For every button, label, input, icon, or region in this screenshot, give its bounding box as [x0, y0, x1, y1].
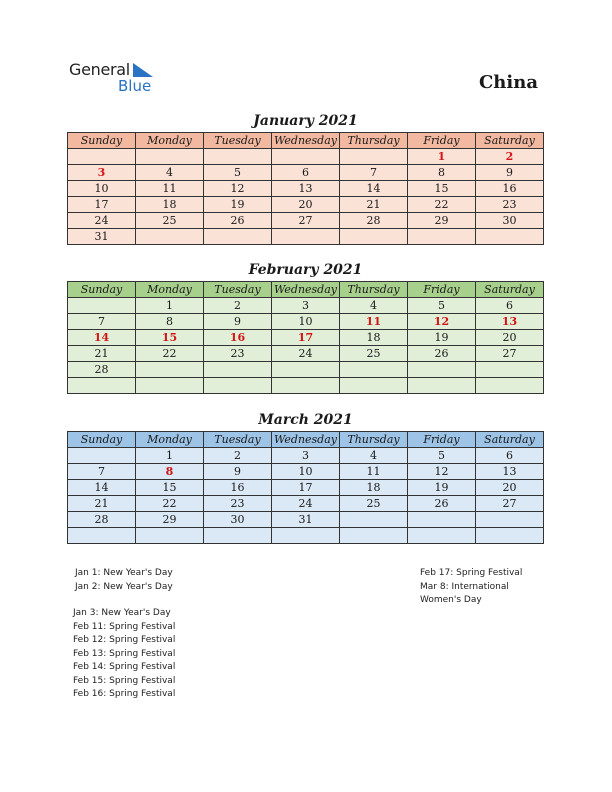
holiday-note: Jan 3: New Year's Day: [73, 608, 171, 618]
day-cell: 10: [68, 181, 136, 197]
day-cell: 12: [204, 181, 272, 197]
day-cell: 11: [340, 464, 408, 480]
day-cell: [136, 378, 204, 394]
day-cell: 27: [476, 496, 544, 512]
week-row: [68, 496, 544, 512]
week-row: [68, 165, 544, 181]
week-row: [68, 149, 544, 165]
day-cell: 5: [408, 448, 476, 464]
day-cell: 4: [136, 165, 204, 181]
day-cell: 20: [476, 330, 544, 346]
day-cell: [68, 378, 136, 394]
weekday-header: Monday: [136, 432, 204, 448]
day-cell: 18: [136, 197, 204, 213]
weekday-header: Saturday: [476, 133, 544, 149]
week-row: [68, 480, 544, 496]
day-cell: 5: [408, 298, 476, 314]
day-cell: [68, 528, 136, 544]
weekday-header: Friday: [408, 282, 476, 298]
day-cell: 8: [136, 464, 204, 480]
logo-text-general: General: [69, 60, 130, 79]
month-february: [67, 261, 544, 394]
day-cell: [204, 528, 272, 544]
general-blue-logo: [69, 60, 169, 100]
day-cell: [476, 229, 544, 245]
day-cell: 28: [68, 362, 136, 378]
day-cell: [204, 229, 272, 245]
day-cell: [408, 378, 476, 394]
day-cell: 6: [476, 448, 544, 464]
day-cell: 23: [476, 197, 544, 213]
day-cell: 3: [68, 165, 136, 181]
weekday-header: Sunday: [68, 282, 136, 298]
weekday-header: Thursday: [340, 432, 408, 448]
day-cell: 25: [136, 213, 204, 229]
day-cell: 4: [340, 298, 408, 314]
day-cell: [476, 362, 544, 378]
day-cell: 19: [408, 330, 476, 346]
day-cell: 5: [204, 165, 272, 181]
day-cell: [204, 149, 272, 165]
day-cell: 29: [136, 512, 204, 528]
day-cell: 28: [68, 512, 136, 528]
day-cell: 20: [476, 480, 544, 496]
holiday-notes-right: [420, 567, 522, 608]
calendar-table: [67, 132, 544, 245]
day-cell: 2: [204, 448, 272, 464]
day-cell: 11: [136, 181, 204, 197]
day-cell: 8: [408, 165, 476, 181]
day-cell: [272, 149, 340, 165]
country-title: China: [478, 72, 538, 93]
day-cell: 10: [272, 464, 340, 480]
day-cell: 27: [272, 213, 340, 229]
month-march: [67, 411, 544, 544]
day-cell: 7: [68, 314, 136, 330]
day-cell: 3: [272, 448, 340, 464]
day-cell: 24: [68, 213, 136, 229]
day-cell: [272, 378, 340, 394]
week-row: [68, 378, 544, 394]
week-row: [68, 314, 544, 330]
weekday-header-row: [68, 432, 544, 448]
day-cell: 2: [476, 149, 544, 165]
day-cell: 26: [204, 213, 272, 229]
day-cell: 9: [476, 165, 544, 181]
weekday-header: Monday: [136, 282, 204, 298]
day-cell: [408, 362, 476, 378]
logo-triangle-icon: [133, 63, 153, 77]
day-cell: [340, 149, 408, 165]
day-cell: 25: [340, 346, 408, 362]
day-cell: 6: [272, 165, 340, 181]
week-row: [68, 330, 544, 346]
holiday-notes-left-top: [75, 567, 173, 594]
weekday-header: Sunday: [68, 133, 136, 149]
day-cell: [68, 448, 136, 464]
day-cell: 1: [408, 149, 476, 165]
day-cell: [136, 229, 204, 245]
day-cell: 22: [408, 197, 476, 213]
day-cell: 2: [204, 298, 272, 314]
week-row: [68, 229, 544, 245]
day-cell: 12: [408, 464, 476, 480]
day-cell: 9: [204, 314, 272, 330]
holiday-note: Jan 2: New Year's Day: [75, 581, 173, 592]
week-row: [68, 346, 544, 362]
weekday-header: Saturday: [476, 282, 544, 298]
day-cell: 19: [204, 197, 272, 213]
day-cell: 23: [204, 496, 272, 512]
weekday-header-row: [68, 133, 544, 149]
week-row: [68, 181, 544, 197]
day-cell: 9: [204, 464, 272, 480]
weekday-header: Thursday: [340, 282, 408, 298]
week-row: [68, 197, 544, 213]
day-cell: [408, 229, 476, 245]
day-cell: 15: [136, 330, 204, 346]
day-cell: [136, 362, 204, 378]
weekday-header: Saturday: [476, 432, 544, 448]
week-row: [68, 448, 544, 464]
day-cell: 24: [272, 346, 340, 362]
day-cell: 12: [408, 314, 476, 330]
holiday-notes-left: [73, 607, 175, 702]
day-cell: 18: [340, 480, 408, 496]
day-cell: 26: [408, 346, 476, 362]
month-title: January 2021: [253, 113, 358, 129]
weekday-header: Monday: [136, 133, 204, 149]
day-cell: 16: [204, 330, 272, 346]
holiday-note: Feb 15: Spring Festival: [73, 675, 176, 686]
holiday-note: Women's Day: [420, 595, 482, 605]
holiday-note: Feb 14: Spring Festival: [73, 662, 176, 672]
day-cell: 13: [476, 464, 544, 480]
day-cell: 21: [340, 197, 408, 213]
day-cell: 17: [272, 330, 340, 346]
day-cell: 13: [272, 181, 340, 197]
holiday-note: Mar 8: International: [420, 581, 509, 592]
day-cell: 31: [68, 229, 136, 245]
weekday-header: Wednesday: [272, 432, 340, 448]
day-cell: 16: [204, 480, 272, 496]
day-cell: [272, 528, 340, 544]
day-cell: [340, 229, 408, 245]
day-cell: 22: [136, 346, 204, 362]
day-cell: 20: [272, 197, 340, 213]
day-cell: 28: [340, 213, 408, 229]
day-cell: [136, 528, 204, 544]
day-cell: [272, 362, 340, 378]
day-cell: [408, 528, 476, 544]
month-title: March 2021: [258, 412, 353, 428]
day-cell: [340, 512, 408, 528]
day-cell: 6: [476, 298, 544, 314]
week-row: [68, 298, 544, 314]
weekday-header: Wednesday: [272, 133, 340, 149]
day-cell: 29: [408, 213, 476, 229]
day-cell: 19: [408, 480, 476, 496]
day-cell: 11: [340, 314, 408, 330]
day-cell: 15: [136, 480, 204, 496]
day-cell: [68, 149, 136, 165]
calendar-table: [67, 281, 544, 394]
holiday-note: Feb 16: Spring Festival: [73, 689, 176, 699]
month-january: [67, 112, 544, 245]
weekday-header-row: [68, 282, 544, 298]
day-cell: 21: [68, 496, 136, 512]
day-cell: 14: [340, 181, 408, 197]
week-row: [68, 512, 544, 528]
logo-text-blue: Blue: [118, 77, 152, 95]
day-cell: 8: [136, 314, 204, 330]
weekday-header: Tuesday: [204, 282, 272, 298]
day-cell: 18: [340, 330, 408, 346]
day-cell: 31: [272, 512, 340, 528]
day-cell: 14: [68, 480, 136, 496]
day-cell: [476, 512, 544, 528]
week-row: [68, 464, 544, 480]
day-cell: [272, 229, 340, 245]
week-row: [68, 213, 544, 229]
day-cell: [340, 528, 408, 544]
day-cell: 22: [136, 496, 204, 512]
day-cell: 25: [340, 496, 408, 512]
day-cell: [476, 378, 544, 394]
day-cell: 13: [476, 314, 544, 330]
day-cell: 21: [68, 346, 136, 362]
day-cell: 7: [340, 165, 408, 181]
weekday-header: Thursday: [340, 133, 408, 149]
weekday-header: Tuesday: [204, 133, 272, 149]
day-cell: [408, 512, 476, 528]
day-cell: 30: [476, 213, 544, 229]
day-cell: [136, 149, 204, 165]
day-cell: 27: [476, 346, 544, 362]
weekday-header: Friday: [408, 133, 476, 149]
weekday-header: Tuesday: [204, 432, 272, 448]
day-cell: 14: [68, 330, 136, 346]
day-cell: 1: [136, 448, 204, 464]
day-cell: 4: [340, 448, 408, 464]
day-cell: 17: [272, 480, 340, 496]
holiday-note: Jan 1: New Year's Day: [75, 568, 173, 578]
calendar-table: [67, 431, 544, 544]
weekday-header: Sunday: [68, 432, 136, 448]
day-cell: [476, 528, 544, 544]
day-cell: 15: [408, 181, 476, 197]
month-title: February 2021: [248, 262, 363, 278]
day-cell: 16: [476, 181, 544, 197]
holiday-note: Feb 13: Spring Festival: [73, 648, 176, 659]
holiday-note: Feb 17: Spring Festival: [420, 568, 523, 578]
day-cell: [204, 362, 272, 378]
holiday-note: Feb 11: Spring Festival: [73, 621, 176, 632]
holiday-note: Feb 12: Spring Festival: [73, 635, 176, 645]
day-cell: 10: [272, 314, 340, 330]
week-row: [68, 528, 544, 544]
day-cell: 3: [272, 298, 340, 314]
weekday-header: Wednesday: [272, 282, 340, 298]
week-row: [68, 362, 544, 378]
day-cell: [340, 362, 408, 378]
day-cell: 23: [204, 346, 272, 362]
day-cell: [204, 378, 272, 394]
day-cell: [340, 378, 408, 394]
day-cell: 26: [408, 496, 476, 512]
day-cell: [68, 298, 136, 314]
weekday-header: Friday: [408, 432, 476, 448]
day-cell: 1: [136, 298, 204, 314]
day-cell: 7: [68, 464, 136, 480]
day-cell: 24: [272, 496, 340, 512]
day-cell: 17: [68, 197, 136, 213]
day-cell: 30: [204, 512, 272, 528]
